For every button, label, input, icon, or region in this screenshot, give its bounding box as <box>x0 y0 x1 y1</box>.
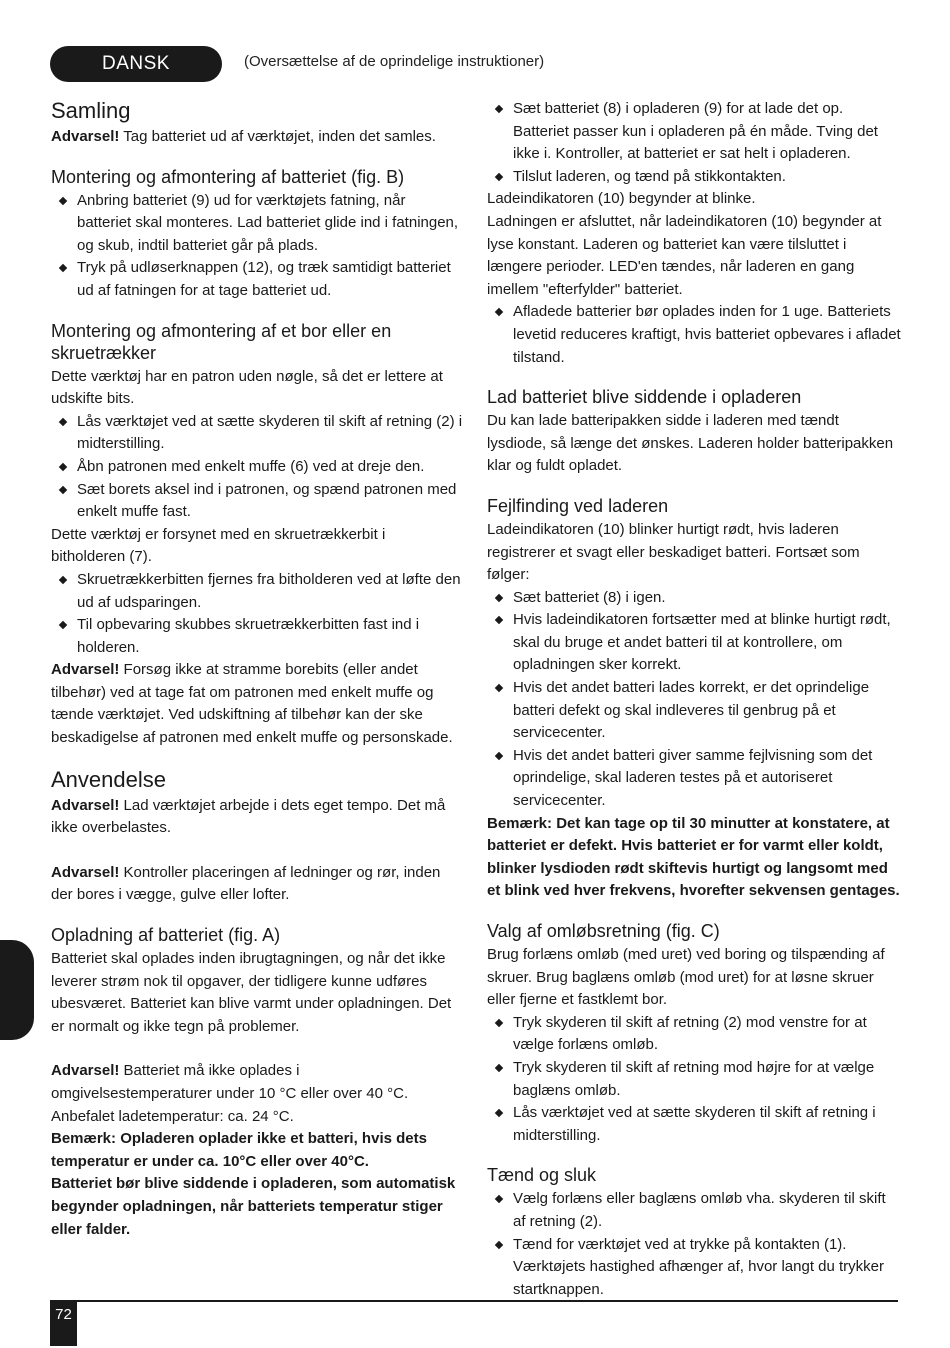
list-item <box>487 1234 901 1302</box>
warning-text: Lad værktøjet arbejde i dets eget tempo. Det må ikke overbelastes. <box>51 796 446 837</box>
heading-samling: Samling <box>51 98 131 123</box>
complete-text: Ladningen er afsluttet, når ladeindikatoren (10) begynder at lyse konstant. Laderen og batteriet kan være tilsluttet i længere perioder. LED'en tændes, når laderen en gang imellem "efterfylder" batteriet. <box>487 212 882 298</box>
list-item <box>51 614 463 659</box>
list-item-text: Hvis det andet batteri lades korrekt, er det oprindelige batteri defekt og skal indleveres til genbrug på et servicecenter. <box>513 679 870 742</box>
section-side-tab <box>0 940 34 1040</box>
page-number <box>50 1302 77 1346</box>
list-item-text: Tryk skyderen til skift af retning mod højre for at vælge baglæns omløb. <box>513 1058 875 1099</box>
list-valg <box>487 1012 901 1148</box>
list-item-text: Tryk på udløserknappen (12), og træk samtidigt batteriet ud af fatningen for at tage batteriet ud. <box>77 259 451 299</box>
list-item <box>487 166 901 189</box>
note-text: Bemærk: Det kan tage op til 30 minutter at konstatere, at batteriet er defekt. Hvis batteriet er for varmt eller koldt, blinker lysdioden rødt skiftevis hurtigt og langsomt med et blink ved hver frekvens, hvorefter sekvensen gentages. <box>487 814 900 900</box>
language-label: DANSK <box>102 53 170 74</box>
list-item-text: Skruetrækkerbitten fjernes fra bitholderen ved at løfte den ud af udsparingen. <box>77 570 461 611</box>
heading-taend-og-sluk: Tænd og sluk <box>487 1165 597 1186</box>
list-bitholder <box>51 569 463 659</box>
warning-label: Advarsel! <box>51 863 120 881</box>
list-item <box>487 745 901 813</box>
list-item-text: Anbring batteriet (9) ud for værktøjets fatning, når batteriet skal monteres. Lad batteriet glide ind i fatningen, og skub, indtil batteriet går på plads. <box>77 191 459 254</box>
warning-text: Kontroller placeringen af ledninger og rør, inden der bores i vægge, gulve eller lofter. <box>51 863 441 904</box>
heading-anvendelse: Anvendelse <box>51 766 166 792</box>
bor-warning <box>51 659 463 749</box>
anvendelse-warning-2 <box>51 862 463 907</box>
list-item-text: Vælg forlæns eller baglæns omløb vha. skyderen til skift af retning (2). <box>513 1190 886 1230</box>
bullet-diamond-icon <box>59 196 67 204</box>
list-item-text: Sæt batteriet (8) i opladeren (9) for at lade det op. Batteriet passer kun i opladeren på én måde. Tving det ikke i. Kontroller, at batteriet er sat helt i opladeren. <box>513 100 878 163</box>
list-item <box>51 456 463 479</box>
bullet-diamond-icon <box>59 576 67 584</box>
list-item <box>487 1102 901 1147</box>
list-oplad-start <box>487 98 901 188</box>
note-text: Batteriet bør blive siddende i opladeren, som automatisk begynder opladningen, når batteriets temperatur stiger eller falder. <box>51 1175 456 1238</box>
list-montering-bor <box>51 411 463 524</box>
right-column <box>487 98 901 1301</box>
heading-opladning: Opladning af batteriet (fig. A) <box>51 925 281 946</box>
list-item-text: Lås værktøjet ved at sætte skyderen til skift af retning (2) i midterstilling. <box>77 412 463 453</box>
list-item-text: Hvis det andet batteri giver samme fejlvisning som det oprindelige, skal laderen testes på et autoriseret servicecenter. <box>513 746 873 810</box>
warning-label: Advarsel! <box>51 796 120 814</box>
anvendelse-warning-1 <box>51 795 463 840</box>
opladning-note-1 <box>51 1128 463 1173</box>
bullet-diamond-icon <box>495 1240 503 1248</box>
list-item-text: Tilslut laderen, og tænd på stikkontakten. <box>513 167 786 185</box>
list-item <box>51 190 463 258</box>
warning-label: Advarsel! <box>51 661 120 679</box>
bullet-diamond-icon <box>495 105 503 113</box>
warning-label: Advarsel! <box>51 1062 120 1080</box>
heading-lad-batteriet: Lad batteriet blive siddende i opladeren <box>487 387 802 408</box>
bullet-diamond-icon <box>495 173 503 181</box>
list-afladede <box>487 301 901 369</box>
list-montering-batteri <box>51 190 463 303</box>
samling-warning <box>51 126 463 149</box>
bullet-diamond-icon <box>59 264 67 272</box>
warning-text: Tag batteriet ud af værktøjet, inden det samles. <box>119 128 436 145</box>
bullet-diamond-icon <box>495 752 503 760</box>
list-taend <box>487 1188 901 1301</box>
page-number-label: 72 <box>55 1306 72 1323</box>
translation-subtitle: (Oversættelse af de oprindelige instruktioner) <box>244 53 545 70</box>
footer-rule <box>50 1300 898 1302</box>
list-item-text: Hvis ladeindikatoren fortsætter med at blinke hurtigt rødt, skal du bruge et andet batteri til at kontrollere, om opladningen sker korrekt. <box>513 611 891 674</box>
list-item <box>487 301 901 369</box>
bullet-diamond-icon <box>495 684 503 692</box>
list-fejlfinding <box>487 587 901 813</box>
bullet-diamond-icon <box>495 308 503 316</box>
opladning-text: Batteriet skal oplades inden ibrugtagningen, og når det ikke leverer strøm nok til opgaver, der tidligere kunne udføres ubesværet. Batteriet kan blive varmt under opladningen. Det er normalt og ikke tegn på problemer. <box>51 950 452 1035</box>
heading-montering-bor: Montering og afmontering af et bor eller en skruetrækker <box>51 320 392 363</box>
list-item-text: Åbn patronen med enkelt muffe (6) ved at dreje den. <box>77 457 425 475</box>
list-item-text: Lås værktøjet ved at sætte skyderen til skift af retning i midterstilling. <box>513 1104 876 1144</box>
fejl-text: Ladeindikatoren (10) blinker hurtigt rødt, hvis laderen registrerer et svagt eller beskadiget batteri. Fortsæt som følger: <box>487 520 860 584</box>
list-item-text: Sæt batteriet (8) i igen. <box>513 588 666 606</box>
opladning-note-2 <box>51 1173 463 1241</box>
heading-valg-omlobsretning: Valg af omløbsretning (fig. C) <box>487 921 720 941</box>
bullet-diamond-icon <box>59 418 67 426</box>
list-item-text: Afladede batterier bør oplades inden for 1 uge. Batteriets levetid reduceres kraftigt, hvis batteriet opbevares i afladet tilstand. <box>513 303 901 366</box>
bullet-diamond-icon <box>495 1109 503 1117</box>
list-item <box>487 587 901 610</box>
list-item <box>487 1188 901 1233</box>
bullet-diamond-icon <box>59 485 67 493</box>
bullet-diamond-icon <box>495 593 503 601</box>
bullet-diamond-icon <box>495 1064 503 1072</box>
heading-fejlfinding: Fejlfinding ved laderen <box>487 495 669 516</box>
list-item <box>51 411 463 456</box>
bullet-diamond-icon <box>495 1019 503 1027</box>
note-text: Bemærk: Opladeren oplader ikke et batteri, hvis dets temperatur er under ca. 10°C eller over 40°C. <box>51 1130 427 1170</box>
list-item <box>487 98 901 166</box>
list-item <box>51 479 463 524</box>
warning-text: Batteriet må ikke oplades i omgivelsestemperaturer under 10 °C eller over 40 °C. Anbefalet ladetemperatur: ca. 24 °C. <box>51 1062 409 1125</box>
list-item-text: Til opbevaring skubbes skruetrækkerbitten fast ind i holderen. <box>77 616 420 656</box>
bullet-diamond-icon <box>495 1195 503 1203</box>
blink-text: Ladeindikatoren (10) begynder at blinke. <box>487 190 756 208</box>
list-item <box>487 677 901 745</box>
valg-text: Brug forlæns omløb (med uret) ved boring og tilspænding af skruer. Brug baglæns omløb (mod uret) for at løsne skruer eller fjerne et fastklemt bor. <box>487 946 885 1009</box>
bitholder-text: Dette værktøj er forsynet med en skruetrækkerbit i bitholderen (7). <box>51 525 386 566</box>
bullet-diamond-icon <box>495 616 503 624</box>
language-badge <box>50 46 222 82</box>
lad-text: Du kan lade batteripakken sidde i laderen med tændt lysdiode, så længe det ønskes. Laderen holder batteripakken klar og fuldt opladet. <box>487 412 894 475</box>
warning-text: Forsøg ikke at stramme borebits (eller andet tilbehør) ved at tage fat om patronen med enkelt muffe og tænde værktøjet. Ved udskiftning af tilbehør kan der ske beskadigelse af patronen med enkelt muffe og personskade. <box>51 661 453 747</box>
heading-montering-batteri: Montering og afmontering af batteriet (fig. B) <box>51 166 405 187</box>
list-item-text: Tryk skyderen til skift af retning (2) mod venstre for at vælge forlæns omløb. <box>513 1013 867 1054</box>
warning-label: Advarsel! <box>51 128 120 145</box>
list-item <box>487 1057 901 1102</box>
left-column <box>51 98 463 1241</box>
bullet-diamond-icon <box>59 463 67 471</box>
list-item <box>51 257 463 302</box>
list-item-text: Tænd for værktøjet ved at trykke på kontakten (1). Værktøjets hastighed afhænger af, hvor langt du trykker startknappen. <box>513 1235 885 1298</box>
list-item <box>487 609 901 677</box>
list-item <box>487 1012 901 1057</box>
bullet-diamond-icon <box>59 621 67 629</box>
list-item-text: Sæt borets aksel ind i patronen, og spænd patronen med enkelt muffe fast. <box>77 480 457 521</box>
montering-bor-intro: Dette værktøj har en patron uden nøgle, så det er lettere at udskifte bits. <box>51 367 443 408</box>
fejl-note <box>487 813 901 903</box>
opladning-warning <box>51 1060 463 1128</box>
list-item <box>51 569 463 614</box>
